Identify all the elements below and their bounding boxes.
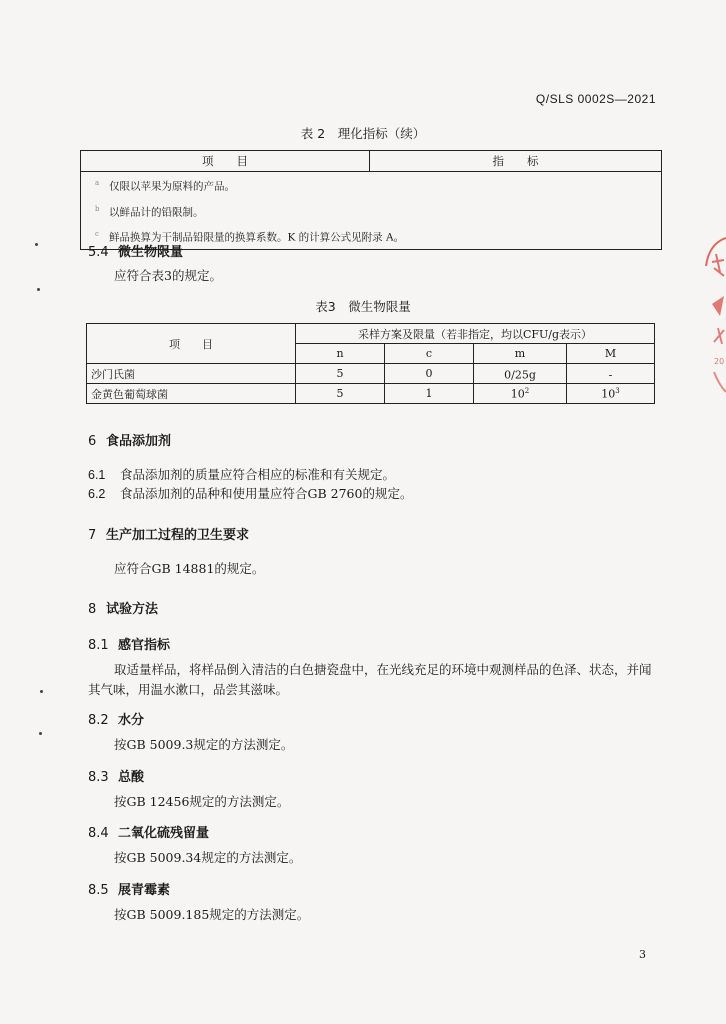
section-title: 微生物限量 <box>118 245 184 260</box>
table3-cell-n: 5 <box>296 384 385 404</box>
table2-notes-row <box>81 172 662 250</box>
note-mark-c: c <box>95 230 99 238</box>
section-8-3-body: 按GB 12456规定的方法测定。 <box>114 794 290 809</box>
section-8-2-body: 按GB 5009.3规定的方法测定。 <box>114 737 294 752</box>
section-title: 感官指标 <box>118 638 171 653</box>
section-number: 8.3 <box>88 770 109 785</box>
section-title: 展青霉素 <box>118 883 171 898</box>
note-mark-a: a <box>95 179 100 187</box>
table3-cell-m <box>474 384 567 404</box>
clause-6-2 <box>88 484 412 502</box>
table-row <box>87 384 655 404</box>
table3-header-M: M <box>567 344 655 364</box>
section-number: 8.2 <box>88 713 109 728</box>
table3-header-item: 项 目 <box>87 324 296 364</box>
section-5-4-body: 应符合表3的规定。 <box>114 268 222 283</box>
table3-header-n: n <box>296 344 385 364</box>
scan-speck <box>37 288 40 291</box>
section-5-4-heading <box>88 241 183 260</box>
note-text-b: 以鲜品计的铅限制。 <box>109 206 204 218</box>
table3-header-m: m <box>474 344 567 364</box>
section-number: 5.4 <box>88 245 109 260</box>
scan-speck <box>40 690 43 693</box>
section-number: 8.1 <box>88 638 109 653</box>
note-mark-b: b <box>95 204 100 213</box>
section-title: 总酸 <box>118 770 145 785</box>
table3-cell-M <box>567 364 655 384</box>
table3-cell-c: 0 <box>385 364 474 384</box>
table3 <box>86 323 655 404</box>
table2-header-item: 项 目 <box>81 151 370 172</box>
standard-code: Q/SLS 0002S—2021 <box>535 92 656 106</box>
table3-header-row-1 <box>87 324 655 344</box>
table3-cell-m-base: 0/25g <box>504 368 536 382</box>
section-8-5-heading <box>88 879 170 898</box>
section-8-4-heading <box>88 822 209 841</box>
section-8-4-body: 按GB 5009.34规定的方法测定。 <box>114 850 302 865</box>
section-8-5-body: 按GB 5009.185规定的方法测定。 <box>114 907 310 922</box>
section-title: 试验方法 <box>106 602 159 617</box>
table3-cell-M <box>567 384 655 404</box>
clause-text: 食品添加剂的质量应符合相应的标准和有关规定。 <box>120 467 396 482</box>
section-8-heading <box>88 598 158 617</box>
section-8-1-heading <box>88 634 170 653</box>
table-row <box>87 364 655 384</box>
section-7-heading <box>88 524 249 543</box>
table3-cell-M-exp: 3 <box>615 386 620 395</box>
table3-cell-n: 5 <box>296 364 385 384</box>
table3-cell-m-exp: 2 <box>524 386 530 395</box>
table3-cell-item: 金黄色葡萄球菌 <box>87 384 296 404</box>
table2-note-b <box>81 198 661 224</box>
table2-header-value: 指 标 <box>370 151 662 172</box>
section-title: 生产加工过程的卫生要求 <box>106 528 250 543</box>
section-number: 6 <box>88 434 97 449</box>
section-6-heading <box>88 430 171 449</box>
table3-cell-M-base: - <box>608 368 613 382</box>
scan-speck <box>39 732 42 735</box>
table3-cell-M-base: 10 <box>601 387 616 401</box>
table3-cell-c: 1 <box>385 384 474 404</box>
note-text-c: 鲜品换算为干制品铅限量的换算系数。K 的计算公式见附录 A。 <box>109 231 405 244</box>
table2-note-a <box>81 172 661 198</box>
svg-text:20: 20 <box>714 357 725 366</box>
section-title: 水分 <box>118 713 145 728</box>
section-8-1-body-line2: 其气味，用温水漱口，品尝其滋味。 <box>88 682 289 697</box>
table2 <box>80 150 662 250</box>
section-number: 8.5 <box>88 883 109 898</box>
clause-number: 6.1 <box>88 468 106 482</box>
clause-text: 食品添加剂的品种和使用量应符合GB 2760的规定。 <box>120 486 413 501</box>
scan-speck <box>35 243 38 246</box>
note-text-a: 仅限以苹果为原料的产品。 <box>109 180 235 193</box>
section-number: 8.4 <box>88 826 109 841</box>
section-8-1-body-line1: 取适量样品，将样品倒入清洁的白色搪瓷盘中，在光线充足的环境中观测样品的色泽、状态，并闻 <box>114 662 652 677</box>
page-number: 3 <box>639 948 646 961</box>
clause-6-1 <box>88 465 395 483</box>
table3-header-group: 采样方案及限量（若非指定，均以CFU/g表示） <box>296 324 655 344</box>
section-title: 食品添加剂 <box>106 434 172 449</box>
section-number: 8 <box>88 602 97 617</box>
clause-number: 6.2 <box>88 487 106 501</box>
table3-header-c: c <box>385 344 474 364</box>
section-number: 7 <box>88 528 97 543</box>
section-8-3-heading <box>88 766 144 785</box>
section-8-2-heading <box>88 709 144 728</box>
seal-stamp-fragment <box>700 232 726 402</box>
section-7-body: 应符合GB 14881的规定。 <box>114 561 265 576</box>
table3-cell-m-base: 10 <box>510 387 525 401</box>
table3-cell-item: 沙门氏菌 <box>87 364 296 384</box>
table3-caption: 表3 微生物限量 <box>315 299 411 314</box>
table2-header-row <box>81 151 662 172</box>
table3-cell-m <box>474 364 567 384</box>
table2-caption: 表 2 理化指标（续） <box>300 126 426 141</box>
section-title: 二氧化硫残留量 <box>118 826 210 841</box>
